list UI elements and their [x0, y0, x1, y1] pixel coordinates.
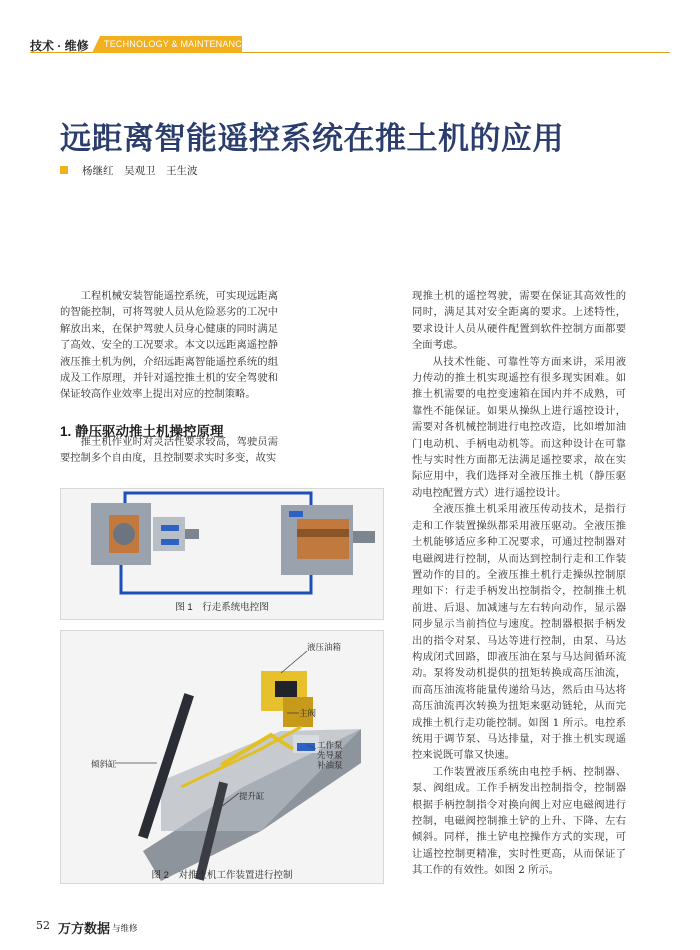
label-work-pump: 工作泵	[317, 740, 343, 750]
pump-housing	[153, 517, 185, 551]
abstract-paragraph: 工程机械安装智能遥控系统，可实现远距离的智能控制，可将驾驶人员从危险恶劣的工况中解放出来，在保护驾驶人员身心健康的同时满足了高效、安全的工况要求。本文以远距离遥控静液压推土机为例，介绍远距离智能遥控系统的组成及工作原理，并针对遥控推土机的安全驾驶和保证较高作业效率上提出对应的控制策略。	[60, 290, 278, 401]
label-leader	[281, 651, 307, 673]
motor-solenoid	[289, 511, 303, 517]
abstract-block	[60, 288, 278, 403]
right-paragraph-3: 全液压推土机采用液压传动技术，是指行走和工作装置操纵都采用液压驱动。全液压推土机能够适应多种工况要求，可通过控制器对电磁阀进行控制，从而达到控制行走和工作装置动作的目的。全液压推土机行走操纵控制原理如下：行走手柄发出控制指令，控制推土机前进、后退、加减速与左右转向动作，显示器同步显示当前挡位与速度。控制器根据手柄发出的指令对泵、马达等进行控制，由泵、马达构成闭式回路，即液压油在泵与马达间循环流动。泵将发动机提供的扭矩转换成高压油流，而高压油流将能量传递给马达，然后由马达将高压油流再次转换为扭矩来驱动链轮，从而完成推土机行走功能控制。如图 1 所示。电控系统用于调节泵、马达排量，对于推土机实现遥控来说既可靠又快速。	[412, 503, 626, 762]
pump-solenoid	[161, 539, 179, 545]
section-1-heading: 1. 静压驱动推土机操控原理	[60, 424, 224, 439]
pump-shaft	[185, 529, 199, 539]
tank-cap	[275, 681, 297, 697]
magazine-subtitle: 与维修	[112, 923, 138, 933]
header-category-en: TECHNOLOGY & MAINTENANCE	[104, 39, 249, 49]
figure-1	[60, 488, 384, 620]
article-authors: 杨继红 吴观卫 王生波	[82, 165, 198, 177]
figure-2	[60, 630, 384, 884]
right-column	[412, 288, 626, 879]
article-title: 远距离智能遥控系统在推土机的应用	[60, 121, 564, 157]
page-number: 52	[36, 919, 50, 932]
figure-2-caption: 图 2 对推土机工作装置进行控制	[151, 870, 293, 881]
label-tilt-cylinder: 倾斜缸	[91, 759, 117, 769]
magazine-logo: 万方数据	[58, 921, 111, 936]
section-1-body	[60, 434, 278, 467]
pump-rotor	[113, 523, 135, 545]
motor-core	[297, 519, 349, 559]
label-main-valve: 主阀	[299, 708, 317, 718]
motor-shaft	[353, 531, 375, 543]
author-marker-icon	[60, 166, 68, 174]
right-paragraph-2: 从技术性能、可靠性等方面来讲，采用液力传动的推土机实现遥控有很多现实困难。如推土机需要的电控变速箱在国内并不成熟，可靠性不能保证。如果从操纵上进行遥控设计，需要对各机械控制进行电控改造，比如增加油门电动机、手柄电动机等。而这种设计在可靠性与实时性方面都无法满足遥控要求，故在实际应用中，我们选择对全液压推土机（静压驱动电控配置方式）进行遥控设计。	[412, 355, 626, 499]
hydraulic-line	[125, 493, 311, 505]
label-charge-pump: 补油泵	[317, 760, 343, 770]
motor-piston	[297, 529, 349, 537]
right-paragraph-4: 工作装置液压系统由电控手柄、控制器、泵、阀组成。工作手柄发出控制指令，控制器根据手柄控制指令对换向阀上对应电磁阀进行控制，电磁阀控制推土铲的上升、下降、左右倾斜。同样，推土铲电控操作方式的实现，可让遥控控制更精准，实时性更高，从而保证了其工作的有效性。如图 2 所示。	[412, 765, 626, 877]
label-pilot-pump: 先导泵	[317, 750, 343, 760]
section-1-paragraph: 推土机作业时对灵活性要求较高，驾驶员需要控制多个自由度，且控制要求实时多变，故实	[60, 436, 278, 465]
label-lift-cylinder: 提升缸	[239, 791, 265, 801]
right-paragraph-1: 现推土机的遥控驾驶，需要在保证其高效性的同时，满足其对安全距离的要求。上述特性，要求设计人员从硬件配置到软件控制方面都要全面考虑。	[412, 290, 626, 352]
label-hydraulic-tank: 液压油箱	[307, 642, 342, 652]
figure-1-caption: 图 1 行走系统电控图	[175, 602, 269, 613]
header-category: 技术 · 维修	[30, 39, 89, 53]
pump-solenoid	[161, 525, 179, 531]
